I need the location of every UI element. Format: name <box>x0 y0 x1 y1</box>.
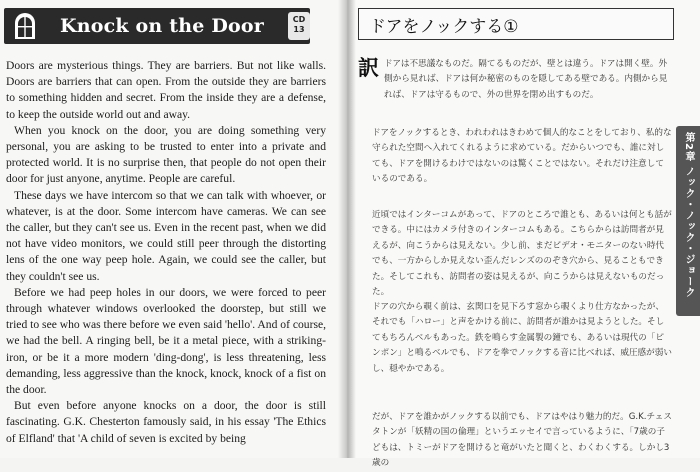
jp-paragraph-4 <box>372 300 672 377</box>
chapter-tab-label: 第2章 ノック・ノック・ジョーク <box>683 132 694 299</box>
door-icon <box>12 12 38 40</box>
right-page <box>346 0 700 469</box>
paragraph: だが、ドアを誰かがノックする以前でも、ドアはやはり魅力的だ。G.K.チェスタトンが「妖精の国の倫理」というエッセイで言っているように、「7歳の子どもは、トミーがドアを開けると竜がいたと聞くと、わくわくする。しかし3歳の <box>372 412 672 469</box>
paragraph: These days we have intercom so that we can talk with whoever, or whatever, is at the door. Some intercom have cameras. We can see the caller, but they can't see us. Even in the recent past, when we did not have video monitors, we could still peer through the distorting lens of the one way peep hole. Again, we could see the caller, but they couldn't see us. <box>6 188 326 283</box>
translation-mark: 訳 <box>358 56 379 80</box>
cd-label: CD <box>292 15 306 24</box>
cd-track-number: 13 <box>293 25 305 34</box>
page-title: Knock on the Door <box>60 15 264 37</box>
cd-track-badge <box>288 12 310 40</box>
english-title-banner <box>4 8 310 44</box>
english-body-text <box>6 58 326 447</box>
jp-paragraph-2 <box>372 126 672 188</box>
paragraph: ドアは不思議なものだ。隔てるものだが、壁とは違う。ドアは開く壁。外側から見れば、ドアは何か秘密のものを隠してある壁である。内側から見れば、ドアは守るもので、外の世界を閉め出すものだ。 <box>384 59 668 100</box>
paragraph: Before we had peep holes in our doors, we were forced to peer through whatever windows overlooked the doorstep, but still we tried to see who was there before we even said 'hello'. And of course, we had the bell. A ringing bell, be it a metal piece, with a striking-iron, or be it a more modern 'ding-dong', is less threatening, less demanding, less aggressive than the knock, knock, knock of a fist on the door. <box>6 285 326 397</box>
japanese-title-box <box>358 8 674 40</box>
left-page <box>0 0 346 458</box>
paragraph: 近頃ではインターコムがあって、ドアのところで誰とも、あるいは何とも話ができる。中にはカメラ付きのインターコムもある。こちらからは訪問者が見えるが、向こうからは見えない。少し前、まだビデオ・モニターのない時代でも、一方からしか見えない歪んだレンズののぞき穴から、見ることもできた。そしてこれも、訪問者の姿は見えるが、向こうからは見えないものだった。 <box>372 210 672 298</box>
book-gutter <box>338 0 356 458</box>
jp-paragraph-1 <box>384 57 674 103</box>
jp-paragraph-5 <box>372 410 672 472</box>
paragraph: When you knock on the door, you are doing something very personal, you are asking to be trusted to enter into a private and protected world. It is no surprise then, that people do not open their door for just anyone, anytime. People are careful. <box>6 123 326 186</box>
paragraph: ドアの穴から覗く前は、玄関口を見下ろす窓から覗くより仕方なかったが、それでも「ハロー」と声をかける前に、訪問者が誰かは見ようとした。そしてもちろんベルもあった。鉄を鳴らす金属製の鐘でも、あるいは現代の「ピンポン」と鳴るベルでも、ドアを拳でノックする音に比べれば、威圧感が弱いし、穏やかである。 <box>372 302 672 374</box>
paragraph: But even before anyone knocks on a door, the door is still fascinating. G.K. Chesterton famously said, in his essay 'The Ethics of Elfland' that 'A child of seven is excited by being <box>6 399 326 445</box>
chapter-side-tab <box>676 126 700 316</box>
page-title-jp: ドアをノックする① <box>369 17 519 37</box>
paragraph: ドアをノックするとき、われわれはきわめて個人的なことをしており、私的な守られた空間へ入れてくれるように求めている。だからいつでも、誰に対しても、ドアを開けるわけではないのは驚くことではない。それだけ注意しているのである。 <box>372 128 672 185</box>
paragraph: Doors are mysterious things. They are barriers. But not like walls. Doors are barriers that can open. From the outside they are barriers to something hidden and secret. From the inside they are a defense, to keep the outside world out and away. <box>6 59 326 121</box>
jp-paragraph-3 <box>372 208 672 300</box>
